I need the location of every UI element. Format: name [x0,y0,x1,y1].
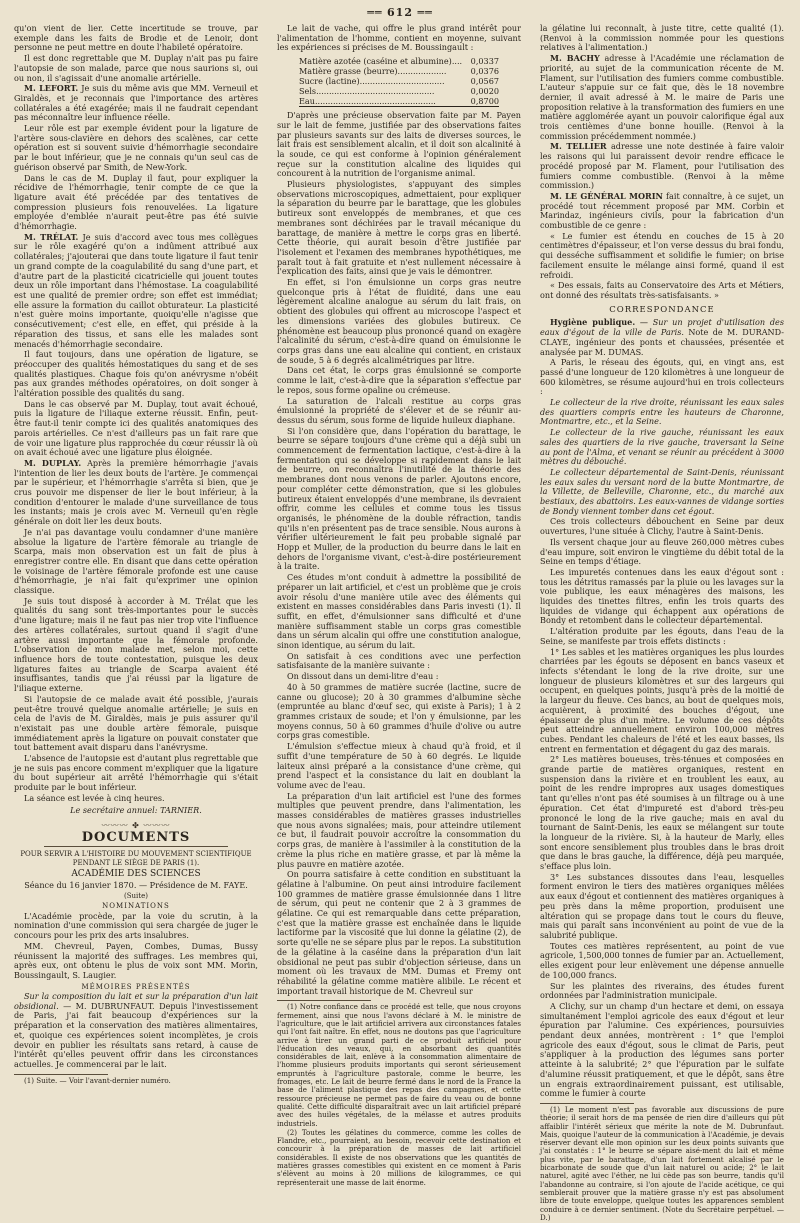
paragraph: A Clichy, sur un champ d'un hectare et demi, on essaya simultanément l'emploi agricole des eaux d'égout et leur épuration par l'alumine. Ces expériences, poursuivies pendant deux années, montrèrent : 1° que l'emploi agricole des eaux d'égout, sous le climat de Paris, peut s'appliquer à la production des légumes sans porter atteinte à la salubrité; 2° que l'épuration par le sulfate d'alumine réussit pratiquement, et que le dépôt, sans être un engrais extraordinairement puissant, est utilisable, comme le fumier à courte [540,1000,784,1099]
footnote-rule [540,1103,634,1104]
paragraph: MM. Chevreul, Payen, Combes, Dumas, Bussy réunissent la majorité des suffrages. Les membres qui, après eux, ont obtenu le plus de voix sont MM. Morin, Boussingault, S. Laugier. [14,940,258,980]
paragraph: Toutes ces matières représentent, au point de vue agricole, 1,500,000 tonnes de fumier par an. Actuellement, elles exigent pour leur enlèvement une dépense annuelle de 100,000 francs. [540,940,784,980]
table-row [299,96,499,107]
paragraph: La séance est levée à cinq heures. [24,792,165,803]
continuation-note: (Suite) [124,891,148,900]
paragraph: La saturation de l'alcali restitue au corps gras émulsionné la propriété de s'élever et de se réunir au-dessus du sérum, sous forme de liquide huileux diaphane. [277,395,521,425]
paragraph: On satisfait à ces conditions avec une perfection satisfaisante de la manière suivante : [277,650,521,671]
paragraph: Hygiène publique. — Sur un projet d'utilisation des eaux d'égout de la ville de Paris. Note de M. DURAND-CLAYE, ingénieur des ponts et chaussées, présentée et analysée par M. DUMAS. [540,317,784,357]
paragraph: On dissout dans un demi-litre d'eau : [287,671,439,682]
subsection-title: MÉMOIRES PRÉSENTÉS [81,982,191,991]
paragraph: L'absence de l'autopsie est d'autant plus regrettable que je ne suis pas encore comment m'expliquer que la ligature du bout supérieur ait arrêté l'hémorrhagie qui s'était produite par le bout inférieur. [14,753,258,793]
paragraph: 2° Les matières boueuses, très-ténues et composées en grande partie de matières organiques, restent en suspension dans la rivière et en troublent les eaux, au point de les rendre impropres aux usages domestiques tant qu'elles n'ont pas été soumises à un filtrage ou à une épuration. Cet état d'impureté est d'abord très-peu prononcé le long de la rive gauche; mais en aval du tournant de Saint-Denis, les eaux se mélangent sur toute la longueur de la rivière. Si, à la hauteur de Marly, elles sont encore sensiblement plus troubles dans le bras droit que dans le bras gauche, la différence, déjà peu marquée, s'efface plus loin. [540,754,784,872]
paragraph: Je n'ai pas davantage voulu condamner d'une manière absolue la ligature de l'artère fémorale au triangle de Scarpa, mais mon observation est un fait de plus à enregistrer contre elle. En disant que dans cette opération le voisinage de l'artère fémorale profonde est une cause d'hémorrhagie, je n'ai fait qu'exprimer une opinion classique. [14,526,258,596]
table-row [299,56,499,66]
paragraph: M. DUPLAY. Après la première hémorrhagie j'avais l'intention de lier les deux bouts de l'artère. Je commençai par le supérieur, et l'hémorrhagie s'arrêta si bien, que je crus pouvoir me dispenser de lier le bout inférieur, à la condition d'entourer le malade d'une surveillance de tous les instants; mais je crois avec M. Verneuil qu'en règle générale on doit lier les deux bouts. [14,457,258,527]
paragraph: Le collecteur de la rive droite, réunissant les eaux sales des quartiers compris entre les hauteurs de Charonne, Montmartre, etc., et la Seine. [540,397,784,427]
page-number: 612 [387,6,413,19]
component-label: Eau............................................... [299,96,469,107]
component-value: 0,0567 [470,76,499,87]
academy-title: ACADÉMIE DES SCIENCES [71,869,201,880]
speaker-name: M. LE GÉNÉRAL MORIN [550,190,663,201]
paragraph: En effet, si l'on émulsionne un corps gras neutre quelconque pris à l'état de fluidité, dans une eau légèrement alcaline analogue au sérum du lait frais, on obtient des globules qui offrent au microscope l'aspect et les dimensions variées des globules butireux. Ce phénomène est beaucoup plus prononcé quand on exagère l'alcalinité du sérum, c'est-à-dire quand on émulsionne le corps gras dans une eau alcaline qui contient, en cristaux de soude, 5 à 6 degrés alcalimétriques par litre. [277,277,521,365]
paragraph: M. TRÉLAT. Je suis d'accord avec tous mes collègues sur le rôle exagéré qu'on a indûment attribué aux collatérales; j'ajouterai que dans toute ligature il faut tenir un grand compte de la coagulabilité du sang d'une part, et d'autre part de la plasticité cicatricielle qui jouent toutes deux un rôle important dans l'hémostase. La coagulabilité est une qualité de premier ordre; son effet est immédiat; elle assure la formation du caillot obturateur. La plasticité n'est guère moins importante, quoiqu'elle n'agisse que consécutivement; c'est elle, en effet, qui préside à la réparation des tissus, et sans elle les malades sont menacés d'hémorrhagie secondaire. [14,231,258,349]
component-value: 0,0337 [470,56,499,67]
component-value: 0,8700 [470,96,499,107]
milk-composition-table [299,56,499,107]
paragraph: « Le fumier est étendu en couches de 15 à 20 centimètres d'épaisseur, et l'on verse dessus du brai fondu, qui desséche suffisamment et solidifie le fumier; on brise facilement ensuite le mélange ainsi formé, quand il est refroidi. [540,230,784,280]
paragraph: Le collecteur départemental de Saint-Denis, réunissant les eaux sales du versant nord de la butte Montmartre, de la Villette, de Belleville, Charonne, etc., du marché aux bestiaux, des abattoirs. Les eaux-vannes de vidange sorties de Bondy viennent tomber dans cet égout. [540,466,784,516]
paragraph: Il faut toujours, dans une opération de ligature, se préoccuper des qualités hémostatiques du sang et de ses qualités plastiques. Chaque fois qu'on anévrysme n'obéit pas aux grandes méthodes opératoires, on doit songer à l'altération possible des qualités du sang. [14,349,258,399]
speaker-name: M. TRÉLAT. [24,231,79,242]
ornament-divider: 〰〰〰 ✤ 〰〰〰 [101,821,171,831]
paragraph: On pourra satisfaire à cette condition en substituant la gélatine à l'albumine. On peut ainsi introduire facilement 100 grammes de matière grasse émulsionnée dans 1 litre de sérum, qui peut ne contenir que 2 à 3 grammes de gélatine. Ce qui est remarquable dans cette préparation, c'est que la matière grasse est enchaînée dans le liquide lactiforme par la viscosité que lui donne la gélatine (2), de sorte qu'elle ne se sépare plus par le repos. La substitution de la gélatine à la caséine dans la préparation d'un lait obsidional ne peut pas subir d'objection sérieuse, dans un moment où les travaux de MM. Dumas et Fremy ont réhabilité la gélatine comme matière alibile. Le récent et important travail historique de M. Chevreul sur [277,869,521,996]
speaker-name: M. TELLIER [550,141,607,152]
section-title: DOCUMENTS [81,829,191,845]
paragraph: Ces trois collecteurs débouchent en Seine par deux ouvertures, l'une située à Clichy, l'autre à Saint-Denis. [540,516,784,537]
speaker-name: M. DUPLAY. [24,457,82,468]
paragraph: L'émulsion s'effectue mieux à chaud qu'à froid, et il suffit d'une température de 50 à 60 degrés. Le liquide laiteux ainsi préparé a la consistance d'une crème, qui prend l'aspect et la consistance du lait en doublant la volume avec de l'eau. [277,741,521,790]
paragraph: Il est donc regrettable que M. Duplay n'ait pas pu faire l'autopsie de son malade, parce que nous saurions si, oui ou non, il s'agissait d'une anomalie artérielle. [14,53,258,83]
paragraph: « Des essais, faits au Conservatoire des Arts et Métiers, ont donné des résultats très-satisfaisants. » [540,280,784,300]
subsection-title: NOMINATIONS [102,902,170,911]
section-title: CORRESPONDANCE [609,304,715,315]
speaker-name: M. LEFORT. [24,83,79,94]
paragraph: L'altération produite par les égouts, dans l'eau de la Seine, se manifeste par trois effets distincts : [540,626,784,646]
footnote-rule [277,1000,371,1001]
component-value: 0,0020 [470,86,499,97]
divider [44,846,228,847]
column-left [14,24,258,1086]
paragraph: La préparation d'un lait artificiel est l'une des formes multiples que peuvent prendre, dans l'alimentation, les masses considérables de matières grasses industrielles que nous avons signalées; mais, pour atteindre utilement ce but, il faudrait pouvoir accroître la consommation du corps gras, de manière à l'assimiler à la constitution de la crème la plus riche en matière grasse, et par là même la plus pauvre en matière azotée. [277,790,521,869]
paragraph: Sur la composition du lait et sur la préparation d'un lait obsidional. — M. DUBRUNFAUT. Depuis l'investissement de Paris, j'ai fait beaucoup d'expériences sur la préparation et la conservation des matières alimentaires, et, quoique ces expériences soient incomplètes, je crois devoir en publier les résultats sans retard, à cause de l'intérêt qu'elles peuvent offrir dans les circonstances actuelles. Je commencerai par le lait. [14,991,258,1069]
component-label: Matière grasse (beurre)................... [299,66,447,77]
table-row [299,66,499,76]
footnote: (1) Notre confiance dans ce procédé est telle, que nous croyons fermement, ainsi que nous l'avons déclaré à M. le ministre de l'agriculture, que le lait artificiel arrivera aux circonstances fatales qui l'ont fait naître. En effet, nous ne doutons pas que l'agriculture arrive à tirer un grand parti de ce produit artificiel pour l'éducation des veaux, qui, en absorbant des quantités considérables de lait, enlève à la consommation alimentaire de l'homme plusieurs produits importants qui seront sérieusement empruntés à l'agriculture pastorale, comme le beurre, les fromages, etc. Le lait de beurre fermé dans le nord de la France la base de l'aliment plastique des repas des campagnes, et cette ressource précieuse ne permet pas de faire du veau ou de bonne qualité. Cette difficulté disparaîtrait avec un lait artificiel préparé avec des huiles végétales, de la mélasse et autres produits industriels. [277,1002,521,1128]
component-label: Sels.............................................. [299,86,435,97]
paragraph: 1° Les sables et les matières organiques les plus lourdes charriées par les égouts se déposent en bancs vaseux et infects s'étendant le long de la rive droite, sur une longueur de plusieurs kilomètres et sur des largeurs qui occupent, en quelques points, jusqu'à près de la moitié de la largeur du fleuve. Ces bancs, au bout de quelques mois, acquièrent, à proximité des bouches d'égout, une épaisseur de plus d'un mètre. Le volume de ces dépôts peut atteindre annuellement environ 100,000 mètres cubes. Pendant les chaleurs de l'été et les eaux basses, ils entrent en fermentation et dégagent du gaz des marais. [540,646,784,754]
table-row [299,76,499,86]
signature: Le secrétaire annuel: TARNIER. [70,804,202,815]
paragraph: L'Académie procède, par la voie du scrutin, à la nomination d'une commission qui sera chargée de juger le concours pour les prix des arts insalubres. [14,910,258,941]
footnote: (1) Suite. — Voir l'avant-dernier numéro. [24,1075,171,1085]
paragraph: la gélatine lui reconnaît, à juste titre, cette qualité (1). (Renvoi à la commission nommée pour les questions relatives à l'alimentation.) [540,23,784,53]
column-middle [277,24,521,1188]
paragraph: 40 à 50 grammes de matière sucrée (lactine, sucre de canne ou glucose); 20 à 30 grammes d'albumine sèche (empruntée au blanc d'œuf sec, qui existe à Paris); 1 à 2 grammes cristaux de soude; et l'on y émulsionne, par les moyens connus, 50 à 60 grammes d'huile d'olive ou autre corps gras comestible. [277,681,521,741]
section-subtitle: PENDANT LE SIÈGE DE PARIS (1). [72,859,200,868]
table-row [299,86,499,96]
footnote: (2) Toutes les gélatines du commerce, comme les colles de Flandre, etc., pourraient, au besoin, recevoir cette destination et concourir à la préparation de masses de lait artificiel considérables. Il existe de nos observations que les quantités de matières grasses comestibles qui existent en ce moment à Paris s'élèvent au moins à 20 millions de kilogrammes, ce qui représenterait une masse de lait énorme. [277,1127,521,1187]
component-label: Matière azotée (caséine et albumine).... [299,56,463,67]
paragraph: Sur les plaintes des riverains, des études furent ordonnées par l'administration municipale. [540,980,784,1001]
paragraph: Je suis tout disposé à accorder à M. Trélat que les qualités du sang sont très-importantes pour le succès d'une ligature; mais il ne faut pas nier trop vite l'influence des artères collatérales, surtout quand il s'agit d'une artère aussi importante que la fémorale profonde. L'observation de mon malade met, selon moi, cette influence hors de toute contestation, puisque les deux ligatures faites au triangle de Scarpa avaient été insuffisantes, tandis que j'ai réussi par la ligature de l'iliaque externe. [14,595,258,694]
component-value: 0,0376 [470,66,499,77]
section-subtitle: POUR SERVIR A L'HISTOIRE DU MOUVEMENT SCIENTIFIQUE [20,849,252,858]
paragraph: Dans le cas de M. Duplay il faut, pour expliquer la récidive de l'hémorrhagie, tenir compte de ce que la ligature avait été précédée par des tentatives de compression plusieurs fois renouvelées. La ligature employée d'emblée n'aurait peut-être pas été suivie d'hémorrhagie. [14,172,258,232]
paragraph: M. LE GÉNÉRAL MORIN fait connaître, à ce sujet, un procédé tout récemment proposé par MM. Corbin et Marindaz, ingénieurs civils, pour la fabrication d'un combustible de ce genre : [540,190,784,231]
paragraph: Si l'on considère que, dans l'opération du barattage, le beurre se sépare toujours d'une crème qui a déjà subi un commencement de fermentation lactique, c'est-à-dire à la fermentation qui se développe si rapidement dans le lait de beurre, on reconnaîtra l'inutilité de la théorie des membranes dont nous venons de parler. Ajoutons encore, pour compléter cette démonstration, que si les globules butireux étaient enveloppés d'une membrane, ils devraient offrir, comme les cellules et comme tous les tissus organisés, le phénomène de la double réfraction, tandis qu'ils n'en présentent pas de trace sensible. Nous aurons à vérifier ultérieurement le fait peu probable signalé par Hopp et Muller, de la production du beurre dans le lait en dehors de l'organisme vivant, c'est-à-dire postérieurement à la traite. [277,425,521,572]
paragraph: Si l'autopsie de ce malade avait été possible, j'aurais peut-être trouvé quelque anomalie artérielle; je suis en cela de l'avis de M. Giraldès, mais je puis assurer qu'il n'existait pas une double artère fémorale, puisque immédiatement après la ligature on pouvait constater que tout battement avait disparu dans l'anévrysme. [14,693,258,753]
paragraph: Le collecteur de la rive gauche, réunissant les eaux sales des quartiers de la rive gauche, traversant la Seine au pont de l'Alma, et venant se réunir au précédent à 3000 mètres du débouché. [540,427,784,467]
column-right [540,24,784,1223]
session-line: Séance du 16 janvier 1870. — Présidence de M. FAYE. [24,880,248,891]
paragraph: Ils versent chaque jour au fleuve 260,000 mètres cubes d'eau impure, soit environ le vingtième du débit total de la Seine en temps d'étiage. [540,536,784,567]
paragraph: Dans cet état, le corps gras émulsionné se comporte comme le lait, c'est-à-dire que la séparation s'effectue par le repos, sous forme opaline ou crémeuse. [277,365,521,395]
page-header: ══ 612 ══ [367,6,433,19]
paragraph: Leur rôle est par exemple évident pour la ligature de l'artère sous-clavière en dehors des scalènes, car cette opération est si souvent suivie d'hémorrhagie secondaire par le bout inférieur, que je ne connais qu'un seul cas de guérison observé par Smith, de New-York. [14,123,258,172]
paragraph: A Paris, le réseau des égouts, qui, en vingt ans, est passé d'une longueur de 120 kilomètres à une longueur de 600 kilomètres, se résume aujourd'hui en trois collecteurs : [540,357,784,397]
paragraph: M. LEFORT. Je suis du même avis que MM. Verneuil et Giraldès, et je reconnais que l'importance des artères collatérales a été exagérée; mais il ne faudrait cependant pas méconnaître leur influence réelle. [14,83,258,123]
paragraph: Dans le cas observé par M. Duplay, tout avait échoué, puis la ligature de l'iliaque externe réussit. Enfin, peut-être faut-il tenir compte ici des qualités anatomiques des parois artérielles. Ce n'est d'ailleurs pas un fait rare que de voir une ligature plus rapprochée du cœur réussir là où on avait échoué avec une ligature plus éloignée. [14,398,258,458]
paragraph: M. TELLIER adresse une note destinée à faire valoir les raisons qui lui paraissent devoir rendre efficace le procédé proposé par M. Flament, pour l'utilisation des fumiers comme combustible. (Renvoi à la même commission.) [540,141,784,191]
paragraph: Le lait de vache, qui offre le plus grand intérêt pour l'alimentation de l'homme, contient en moyenne, suivant les expériences si précises de M. Boussingault : [277,23,521,53]
speaker-name: M. BACHY [550,53,600,64]
paragraph: qu'on vient de lier. Cette incertitude se trouve, par exemple dans les faits de Brodie et de Lenoir, dont personne ne peut mettre en doute l'habileté opératoire. [14,23,258,53]
paragraph: D'après une précieuse observation faite par M. Payen sur le lait de femme, justifiée par des observations faites par plusieurs savants sur des laits de diverses sources, le lait frais est sensiblement alcalin, et il doit son alcalinité à la soude, ce qui est conforme à l'opinion généralement reçue sur la constitution alcaline des liquides qui concourent à la nutrition de l'organisme animal. [277,110,521,179]
component-label: Sucre (lactine)................................. [299,76,445,87]
paragraph: 3° Les substances dissoutes dans l'eau, lesquelles forment environ le tiers des matières organiques mêlées aux eaux d'égout et contiennent des matières organiques à peu près dans la même proportion, produisent une altération qui se propage dans tout le cours du fleuve, mais qui paraît sans inconvénient au point de vue de la salubrité publique. [540,871,784,940]
paragraph: M. BACHY adresse à l'Académie une réclamation de priorité, au sujet de la communication récente de M. Flament, sur l'utilisation des fumiers comme combustible. L'auteur s'appuie sur ce fait que, dès le 18 novembre dernier, il avait adressé à M. le maire de Paris une proposition relative à la transformation des fumiers en une matière agglomérée ayant un pouvoir calorifique égal aux trois centièmes d'une bonne houille. (Renvoi à la commission précédemment nommée.) [540,53,784,141]
paragraph: Plusieurs physiologistes, s'appuyant des simples observations microscopiques, admettaient, pour expliquer la séparation du beurre par le barattage, que les globules butireux sont enveloppés de membranes, et que ces membranes sont déchirées par le travail mécanique du barattage, de manière à mettre le corps gras en liberté. Cette théorie, qui aurait besoin d'être justifiée par l'isolement et l'examen des membranes hypothétiques, me paraît tout à fait gratuite et n'est nullement nécessaire à l'explication des faits, ainsi que je vais le démontrer. [277,179,521,277]
footnote-rule [14,1074,108,1075]
paragraph: Ces études m'ont conduit à admettre la possibilité de préparer un lait artificiel, et c'est un problème que je crois avoir résolu d'une manière utile avec des éléments qui existent en masses considérables dans Paris investi (1). Il suffit, en effet, d'émulsionner sans difficulté et d'une manière suffisamment stable un corps gras comestible dans un sérum alcalin qui offre une constitution analogue, sinon identique, au sérum du lait. [277,572,521,651]
footnote: (1) Le moment n'est pas favorable aux discussions de pure théorie; il serait hors de ma pensée de rien dire d'ailleurs qui pût affaiblir l'intérêt sérieux que mérite la note de M. Dubrunfaut. Mais, quoique l'auteur de la communication à l'Académie, je devais réserver devant elle mon opinion sur les deux points suivants que j'ai constatés : 1° le beurre se sépare aisé-ment du lait et même plus vite, par le barattage, d'un lait fortement alcalisé par le bicarbonate de soude que d'un lait naturel ou acide; 2° le lait naturel, agité avec l'éther, ne lui cède pas son beurre, tandis qu'il l'abandonne au contraire, si l'on ajoute de l'acide acétique, ce qui semblerait prouver que la matière grasse n'y est pas absolument libre de toute enveloppe, quelque toutes les apparences semblent conduire à ce dernier sentiment. (Note du Secrétaire perpétuel. — D.) [540,1104,784,1222]
paragraph: Les impuretés contenues dans les eaux d'égout sont : tous les détritus ramassés par la pluie ou les lavages sur la voie publique, les eaux ménagères des maisons, les liquides des tinettes filtres, enfin les trois quarts des liquides de vidange qui échappent aux opérations de Bondy et retombent dans le collecteur départemental. [540,566,784,626]
